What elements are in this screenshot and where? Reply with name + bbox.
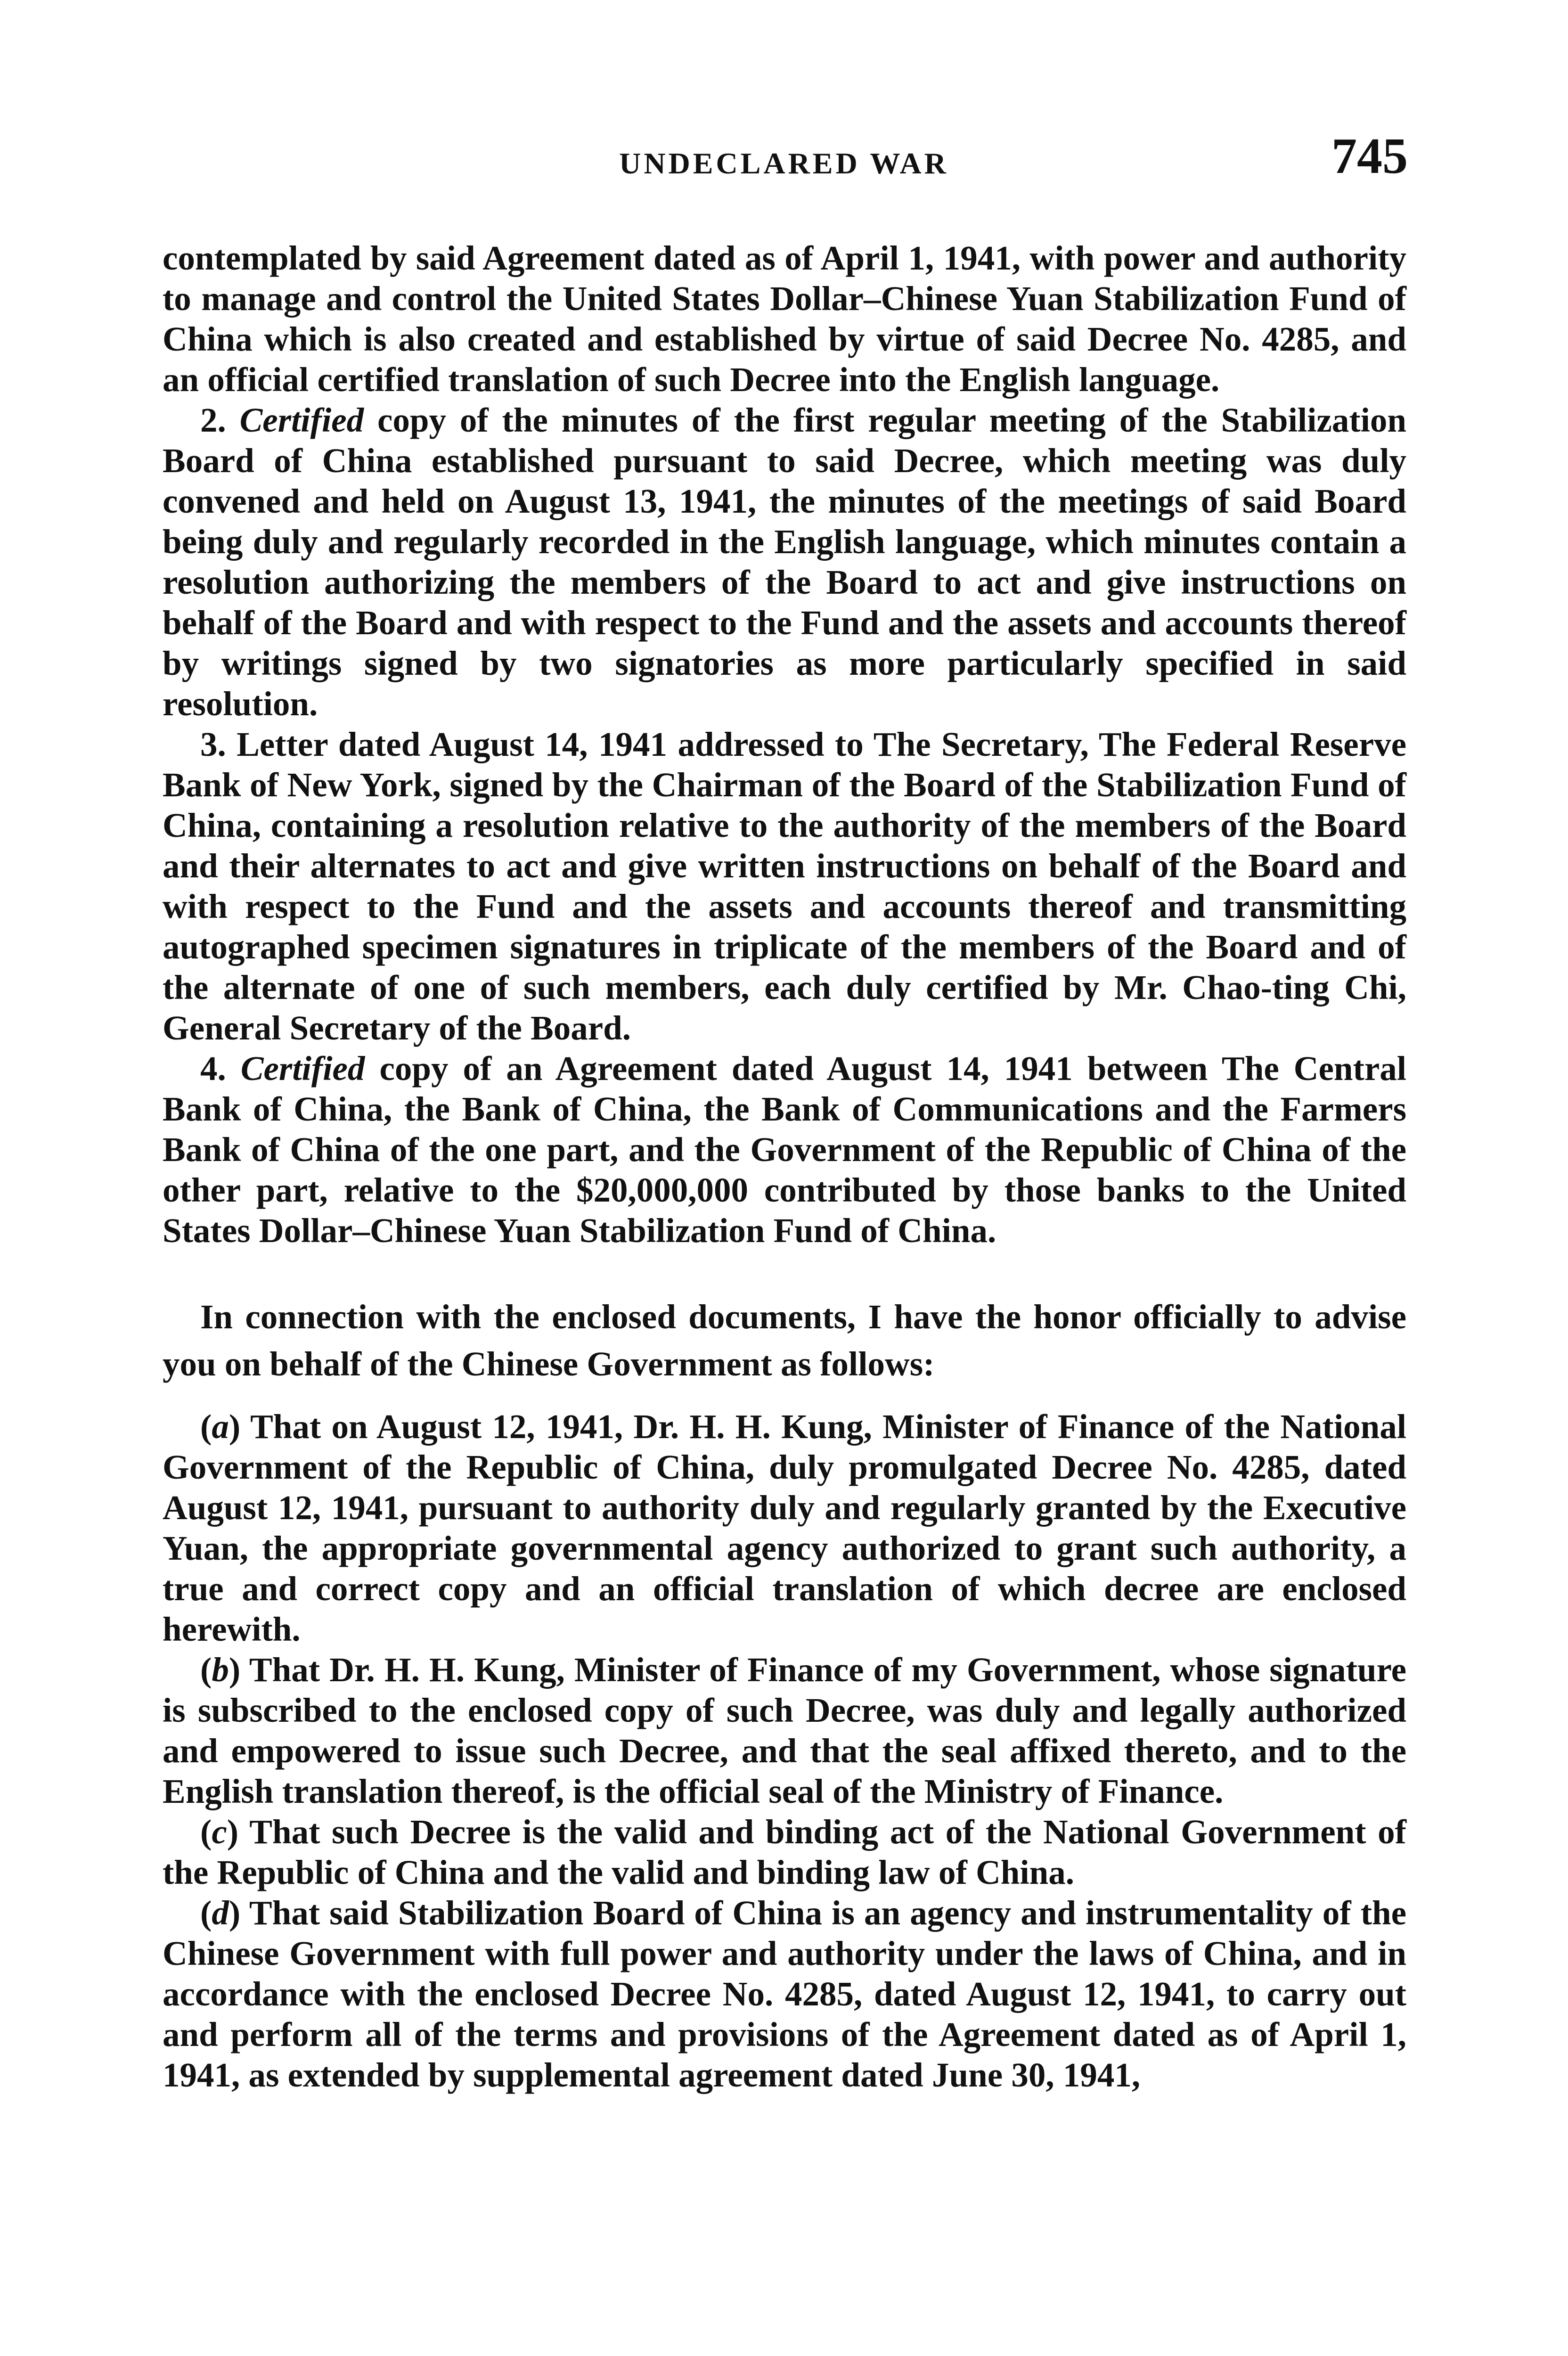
item-number: 4. xyxy=(200,1049,226,1088)
connection-paragraph: In connection with the enclosed documents, I have the honor officially to advise you on behalf of the Chinese Government as follows: xyxy=(163,1298,1406,1383)
item-emphasis: Certified xyxy=(240,1049,365,1088)
running-title: UNDECLARED WAR xyxy=(619,147,949,180)
clause-text: That said Stabilization Board of China is an agency and instrumentality of the Chinese Government with full power and authority under the laws of China, and in accordance with the enclosed Decree No. 4285, dated August 12, 1941, to carry out and perform all of the terms and provisions of the Agreement dated as of April 1, 1941, as extended by supplemental agreement dated June 30, 1941, xyxy=(163,1894,1406,2094)
clause-text: That Dr. H. H. Kung, Minister of Finance of my Government, whose signature is subscribed to the enclosed copy of such Decree, was duly and legally authorized and empowered to issue such Decree, and that the seal affixed thereto, and to the English translation thereof, is the official seal of the Ministry of Finance. xyxy=(163,1651,1406,1810)
paragraph-continuation: contemplated by said Agreement dated as of April 1, 1941, with power and authority to manage and control the United States Dollar–Chinese Yuan Stabilization Fund of China which is also created and established by virtue of said Decree No. 4285, and an official certified translation of such Decree into the English language. xyxy=(163,239,1406,399)
clause-text: That on August 12, 1941, Dr. H. H. Kung, Minister of Finance of the National Government of the Republic of China, duly promulgated Decree No. 4285, dated August 12, 1941, pursuant to authority duly and regularly granted by the Executive Yuan, the appropriate governmental agency authorized to grant such authority, a true and correct copy and an official translation of which decree are enclosed herewith. xyxy=(163,1407,1406,1648)
enclosure-item-2 xyxy=(163,400,1406,724)
item-text: copy of an Agreement dated August 14, 1941 between The Central Bank of China, the Bank of China, the Bank of Communications and the Farmers Bank of China of the one part, and the Government of the Republic of China of the other part, relative to the $20,000,000 contributed by those banks to the United States Dollar–Chinese Yuan Stabilization Fund of China. xyxy=(163,1049,1406,1250)
enclosure-item-4 xyxy=(163,1048,1406,1251)
clause-label: a xyxy=(212,1407,229,1446)
page-header xyxy=(0,0,1568,198)
clause-d: (d) That said Stabilization Board of China is an agency and instrumentality of the Chinese Government with full power and authority under the laws of China, and in accordance with the enclosed Decree No. 4285, dated August 12, 1941, to carry out and perform all of the terms and provisions of the Agreement dated as of April 1, 1941, as extended by supplemental agreement dated June 30, 1941, xyxy=(163,1894,1406,2094)
body-text xyxy=(163,238,1406,2095)
page-number: 745 xyxy=(1331,128,1408,184)
clause-label: b xyxy=(212,1651,229,1689)
clause-c: (c) That such Decree is the valid and binding act of the National Government of the Republic of China and the valid and binding law of China. xyxy=(163,1813,1406,1891)
enclosure-item-3: 3. Letter dated August 14, 1941 addressed to The Secretary, The Federal Reserve Bank of New York, signed by the Chairman of the Board of the Stabilization Fund of China, containing a resolution relative to the authority of the members of the Board and their alternates to act and give written instructions on behalf of the Board and with respect to the Fund and the assets and accounts thereof and transmitting autographed specimen signatures in triplicate of the members of the Board and of the alternate of one of such members, each duly certified by Mr. Chao-ting Chi, General Secretary of the Board. xyxy=(163,725,1406,1047)
clause-a: (a) That on August 12, 1941, Dr. H. H. Kung, Minister of Finance of the National Government of the Republic of China, duly promulgated Decree No. 4285, dated August 12, 1941, pursuant to authority duly and regularly granted by the Executive Yuan, the appropriate governmental agency authorized to grant such authority, a true and correct copy and an official translation of which decree are enclosed herewith. xyxy=(163,1407,1406,1648)
clause-b: (b) That Dr. H. H. Kung, Minister of Finance of my Government, whose signature is subscribed to the enclosed copy of such Decree, was duly and legally authorized and empowered to issue such Decree, and that the seal affixed thereto, and to the English translation thereof, is the official seal of the Ministry of Finance. xyxy=(163,1651,1406,1810)
clause-label: d xyxy=(212,1894,229,1932)
item-emphasis: Certified xyxy=(239,401,364,439)
clause-label: c xyxy=(212,1813,227,1851)
clause-text: That such Decree is the valid and binding act of the National Government of the Republic of China and the valid and binding law of China. xyxy=(163,1813,1406,1891)
item-text: copy of the minutes of the first regular meeting of the Stabilization Board of China established pursuant to said Decree, which meeting was duly convened and held on August 13, 1941, the minutes of the meetings of said Board being duly and regularly recorded in the English language, which minutes contain a resolution authorizing the members of the Board to act and give instructions on behalf of the Board and with respect to the Fund and the assets and accounts thereof by writings signed by two signatories as more particularly specified in said resolution. xyxy=(163,401,1407,723)
item-number: 2. xyxy=(200,401,226,439)
